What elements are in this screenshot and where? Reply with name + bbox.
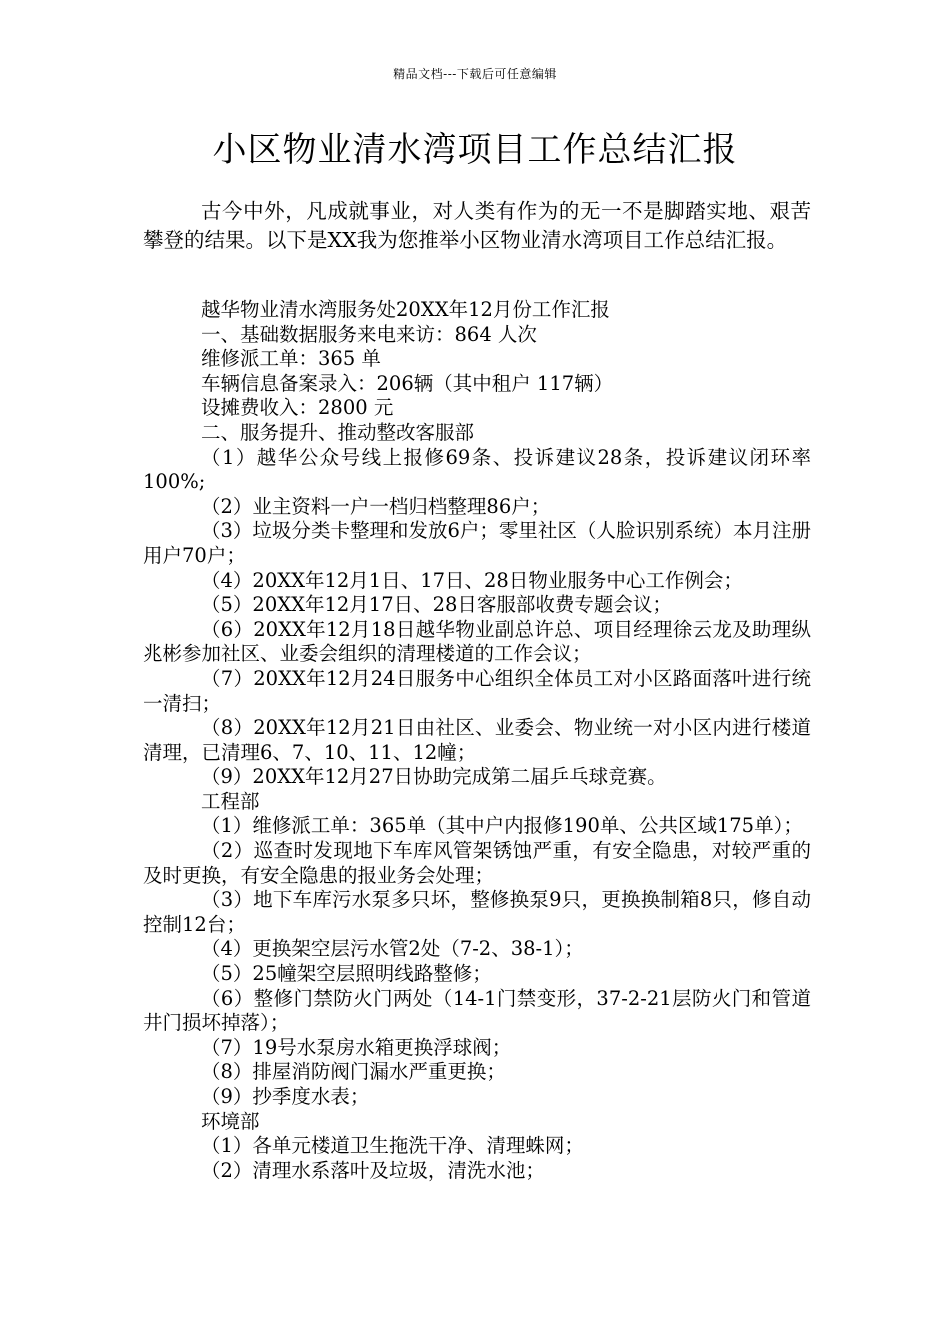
section-heading-basic-data: 一、基础数据服务来电来访：864 人次 — [201, 322, 537, 346]
list-item: （6）整修门禁防火门两处（14-1门禁变形，37-2-21层防火门和管道井门损坏掉落）； — [143, 986, 811, 1035]
list-item: （4）更换架空层污水管2处（7-2、38-1）； — [201, 937, 584, 961]
stat-line: 设摊费收入：2800 元 — [201, 396, 394, 420]
list-item: （2）清理水系落叶及垃圾，清洗水池； — [201, 1158, 545, 1182]
list-item: （4）20XX年12月1日、17日、28日物业服务中心工作例会； — [201, 568, 743, 592]
list-item: （5）20XX年12月17日、28日客服部收费专题会议； — [201, 593, 672, 617]
list-item: （1）越华公众号线上报修69条、投诉建议28条，投诉建议闭环率100%; — [143, 445, 811, 494]
section-heading-environment: 环境部 — [201, 1109, 260, 1133]
list-item: （7）20XX年12月24日服务中心组织全体员工对小区路面落叶进行统一清扫； — [143, 666, 811, 715]
list-item: （9）20XX年12月27日协助完成第二届乒乓球竞赛。 — [201, 765, 667, 789]
list-item: （6）20XX年12月18日越华物业副总许总、项目经理徐云龙及助理纵兆彬参加社区、业委会组织的清理楼道的工作会议； — [143, 617, 811, 666]
section-heading-service: 二、服务提升、推动整改客服部 — [201, 420, 475, 444]
document-title: 小区物业清水湾项目工作总结汇报 — [212, 130, 738, 170]
intro-paragraph: 古今中外，凡成就事业，对人类有作为的无一不是脚踏实地、艰苦攀登的结果。以下是XX我为您推举小区物业清水湾项目工作总结汇报。 — [143, 199, 811, 252]
section-heading-engineering: 工程部 — [201, 789, 260, 813]
list-item: （9）抄季度水表； — [201, 1085, 370, 1108]
list-item: （3）垃圾分类卡整理和发放6户；零里社区（人脸识别系统）本月注册用户70户； — [143, 519, 811, 567]
list-item: （7）19号水泵房水箱更换浮球阀； — [201, 1035, 512, 1059]
list-item: （1）各单元楼道卫生拖洗干净、清理蛛网； — [201, 1134, 584, 1158]
list-item: （8）20XX年12月21日由社区、业委会、物业统一对小区内进行楼道清理，已清理6、7、10、11、12幢； — [143, 716, 811, 764]
list-item: （8）排屋消防阀门漏水严重更换； — [201, 1060, 506, 1084]
list-item: （1）维修派工单：365单（其中户内报修190单、公共区域175单）； — [201, 814, 803, 838]
stat-line: 维修派工单：365 单 — [201, 347, 381, 371]
list-item: （2）业主资料一户一档归档整理86户； — [201, 494, 551, 518]
report-body — [143, 298, 811, 1183]
header-note: 精品文档---下载后可任意编辑 — [393, 67, 557, 81]
list-item: （3）地下车库污水泵多只坏，整修换泵9只，更换换制箱8只，修自动控制12台； — [143, 888, 811, 936]
list-item: （2）巡查时发现地下车库风管架锈蚀严重，有安全隐患，对较严重的及时更换，有安全隐患的报业务会处理； — [143, 839, 811, 887]
list-item: （5）25幢架空层照明线路整修； — [201, 962, 492, 986]
report-heading: 越华物业清水湾服务处20XX年12月份工作汇报 — [201, 298, 610, 321]
stat-line: 车辆信息备案录入：206辆（其中租户 117辆） — [201, 371, 614, 395]
